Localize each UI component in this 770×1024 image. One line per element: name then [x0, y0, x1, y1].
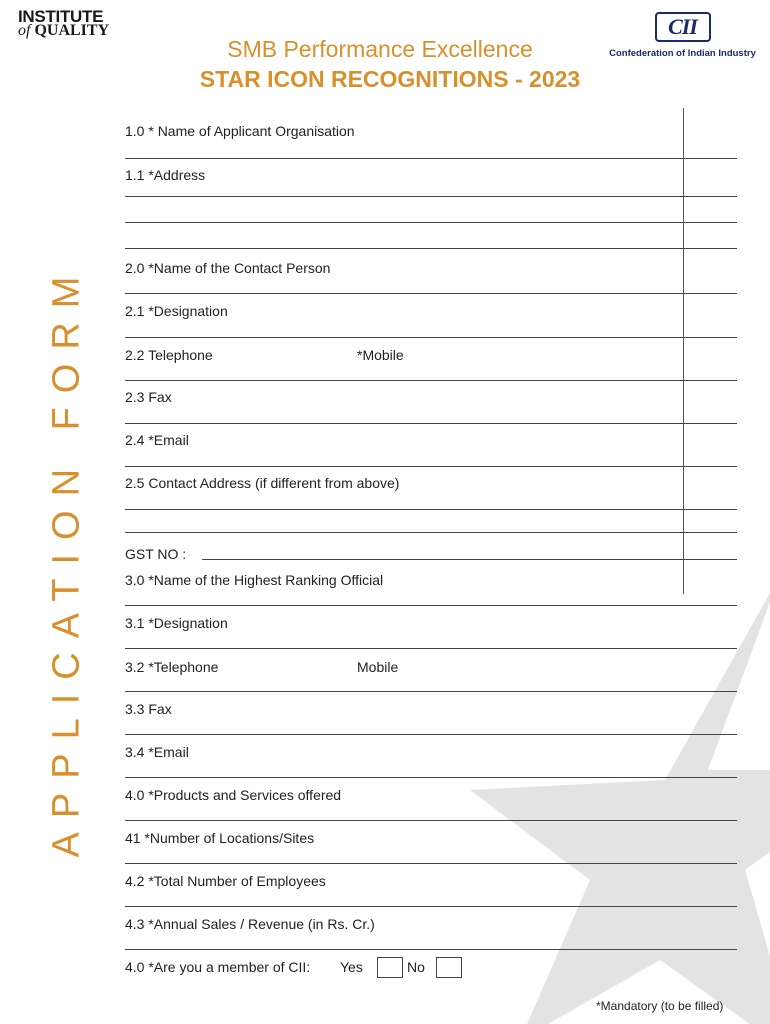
gst-label: GST NO : [125, 546, 187, 562]
ioq-logo-quality: QUALITY [34, 22, 110, 39]
address-field-line1[interactable] [125, 196, 737, 197]
locations-field[interactable] [125, 863, 737, 864]
products-label: 4.0 *Products and Services offered [125, 787, 342, 803]
ioq-logo-of: of [18, 22, 31, 39]
ioq-logo-line2 [18, 23, 109, 39]
page-subtitle: STAR ICON RECOGNITIONS - 2023 [199, 66, 581, 92]
official-email-label: 3.4 *Email [125, 744, 189, 760]
official-designation-label: 3.1 *Designation [125, 615, 228, 631]
cii-member-yes-label: Yes [340, 959, 363, 975]
contact-email-field[interactable] [125, 466, 737, 467]
vertical-divider [683, 108, 684, 594]
address-label: 1.1 *Address [125, 167, 206, 183]
cii-tagline: Confederation of Indian Industry [609, 48, 756, 59]
vertical-application-form-title: APPLICATION FORM [45, 262, 88, 858]
contact-fax-field[interactable] [125, 423, 737, 424]
cii-member-no-checkbox[interactable] [436, 957, 462, 978]
cii-logo-mark: CII [655, 12, 711, 42]
contact-person-field[interactable] [125, 293, 737, 294]
institute-of-quality-logo [18, 8, 109, 39]
official-email-field[interactable] [125, 777, 737, 778]
employees-label: 4.2 *Total Number of Employees [125, 873, 326, 889]
official-name-field[interactable] [125, 605, 737, 606]
revenue-field[interactable] [125, 949, 737, 950]
contact-telephone-label: 2.2 Telephone [125, 347, 213, 363]
org-name-label: 1.0 * Name of Applicant Organisation [125, 123, 355, 139]
contact-person-label: 2.0 *Name of the Contact Person [125, 260, 331, 276]
contact-designation-label: 2.1 *Designation [125, 303, 228, 319]
page-title: SMB Performance Excellence [227, 36, 533, 62]
gst-field[interactable] [202, 559, 737, 560]
locations-label: 41 *Number of Locations/Sites [125, 830, 315, 846]
official-fax-field[interactable] [125, 734, 737, 735]
official-telephone-field[interactable] [125, 691, 737, 692]
address-field-line3[interactable] [125, 248, 737, 249]
cii-member-label: 4.0 *Are you a member of CII: [125, 959, 311, 975]
official-telephone-label: 3.2 *Telephone [125, 659, 219, 675]
cii-member-no-label: No [407, 959, 425, 975]
contact-address-label: 2.5 Contact Address (if different from above) [125, 475, 400, 491]
revenue-label: 4.3 *Annual Sales / Revenue (in Rs. Cr.) [125, 916, 375, 932]
contact-address-field-line2[interactable] [125, 532, 737, 533]
contact-designation-field[interactable] [125, 337, 737, 338]
contact-telephone-field[interactable] [125, 380, 737, 381]
mandatory-note: *Mandatory (to be filled) [596, 999, 724, 1013]
contact-mobile-label: *Mobile [357, 347, 404, 363]
cii-logo [600, 12, 765, 59]
address-field-line2[interactable] [125, 222, 737, 223]
official-name-label: 3.0 *Name of the Highest Ranking Official [125, 572, 384, 588]
contact-email-label: 2.4 *Email [125, 432, 189, 448]
contact-address-field-line1[interactable] [125, 509, 737, 510]
ioq-logo-line1: INSTITUTE [18, 7, 104, 26]
contact-fax-label: 2.3 Fax [125, 389, 172, 405]
official-fax-label: 3.3 Fax [125, 701, 172, 717]
official-designation-field[interactable] [125, 648, 737, 649]
org-name-field[interactable] [125, 158, 737, 159]
products-field[interactable] [125, 820, 737, 821]
star-shape [470, 575, 770, 1024]
employees-field[interactable] [125, 906, 737, 907]
official-mobile-label: Mobile [357, 659, 399, 675]
cii-member-yes-checkbox[interactable] [377, 957, 403, 978]
